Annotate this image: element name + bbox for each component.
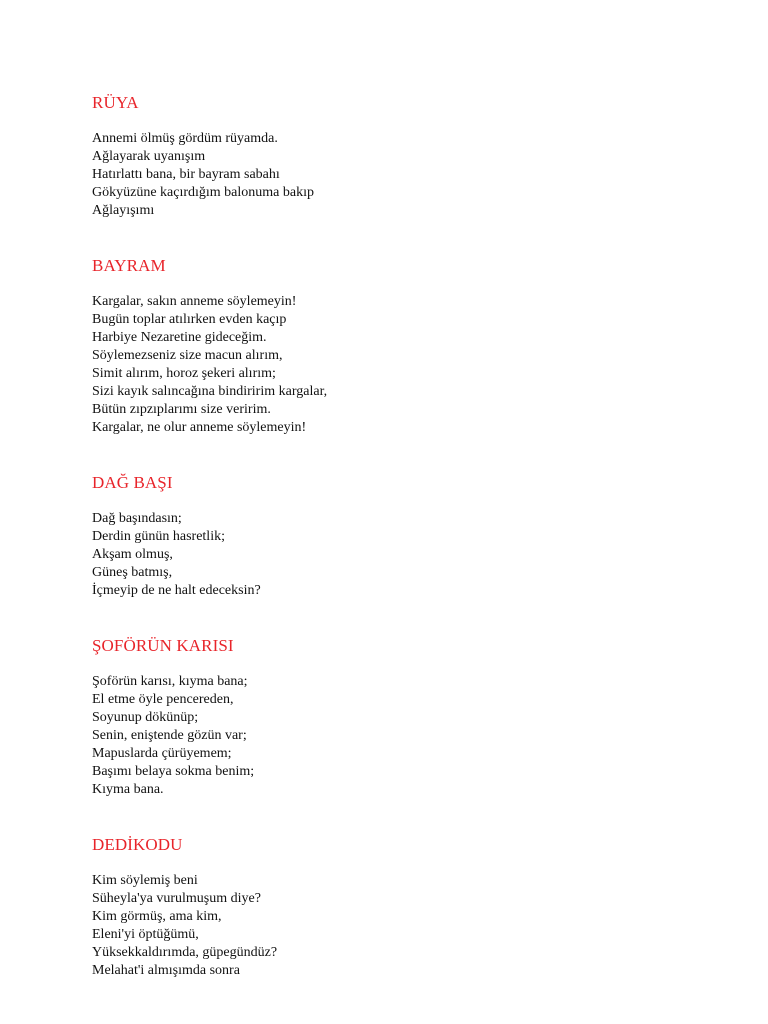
poem-soforun-karisi: [92, 636, 692, 797]
poem-line: Kargalar, sakın anneme söylemeyin!: [92, 294, 297, 309]
poem-dedikodu: [92, 835, 692, 978]
poem-line: Kim görmüş, ama kim,: [92, 909, 222, 924]
poem-line: Başımı belaya sokma benim;: [92, 764, 255, 779]
poem-line: Gökyüzüne kaçırdığım balonuma bakıp: [92, 185, 314, 200]
poem-line: Süheyla'ya vurulmuşum diye?: [92, 891, 261, 906]
poem-lines: [92, 293, 327, 437]
poem-line: Derdin günün hasretlik;: [92, 529, 225, 544]
poem-lines: [92, 872, 277, 980]
poem-line: Ağlayışımı: [92, 203, 155, 218]
poem-line: Söylemezseniz size macun alırım,: [92, 348, 283, 363]
poem-line: Simit alırım, horoz şekeri alırım;: [92, 366, 276, 381]
poem-title: ŞOFÖRÜN KARISI: [92, 636, 234, 655]
poem-line: İçmeyip de ne halt edeceksin?: [92, 583, 261, 598]
poem-line: Hatırlattı bana, bir bayram sabahı: [92, 167, 280, 182]
poem-line: Soyunup dökünüp;: [92, 710, 199, 725]
poem-bayram: [92, 256, 692, 435]
poem-line: Mapuslarda çürüyemem;: [92, 746, 232, 761]
poem-line: Harbiye Nezaretine gideceğim.: [92, 330, 267, 345]
poem-line: Bugün toplar atılırken evden kaçıp: [92, 312, 287, 327]
poem-line: Yüksekkaldırımda, güpegündüz?: [92, 945, 278, 960]
poem-line: Senin, eniştende gözün var;: [92, 728, 247, 743]
poem-line: Kim söylemiş beni: [92, 873, 198, 888]
poem-line: Güneş batmış,: [92, 565, 173, 580]
poem-line: Ağlayarak uyanışım: [92, 149, 206, 164]
poem-line: Kargalar, ne olur anneme söylemeyin!: [92, 420, 307, 435]
poem-line: Annemi ölmüş gördüm rüyamda.: [92, 131, 278, 146]
poem-line: Dağ başındasın;: [92, 511, 182, 526]
poem-ruya: [92, 93, 692, 218]
poem-line: El etme öyle pencereden,: [92, 692, 234, 707]
poem-lines: [92, 130, 314, 220]
poem-line: Şoförün karısı, kıyma bana;: [92, 674, 248, 689]
poem-title: DEDİKODU: [92, 835, 183, 854]
poem-dag-basi: [92, 473, 692, 598]
poem-line: Sizi kayık salıncağına bindiririm kargalar,: [92, 384, 328, 399]
poem-line: Kıyma bana.: [92, 782, 164, 797]
poem-lines: [92, 673, 254, 799]
poem-line: Eleni'yi öptüğümü,: [92, 927, 199, 942]
poem-lines: [92, 510, 261, 600]
poem-line: Akşam olmuş,: [92, 547, 173, 562]
poem-title: BAYRAM: [92, 256, 166, 275]
poem-title: DAĞ BAŞI: [92, 473, 173, 492]
poem-title: RÜYA: [92, 93, 139, 112]
poem-line: Melahat'i almışımda sonra: [92, 963, 240, 978]
poem-line: Bütün zıpzıplarımı size veririm.: [92, 402, 271, 417]
